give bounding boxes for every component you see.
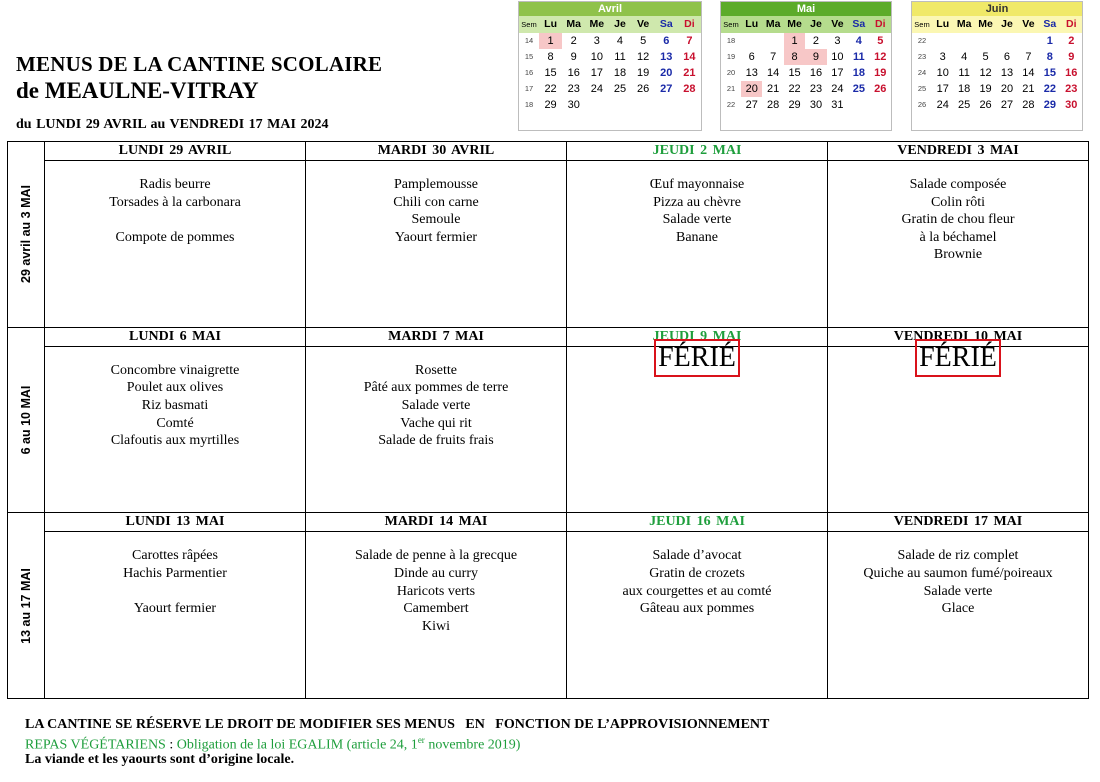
calendar-day-headers	[721, 16, 891, 33]
calendar-day: 29	[544, 99, 557, 111]
calendar-day: 20	[660, 67, 673, 79]
calendar-day-header: Je	[810, 18, 822, 30]
calendar-week-number: 22	[726, 100, 736, 109]
calendar-day: 22	[1043, 83, 1056, 95]
calendar-day: 28	[1022, 99, 1035, 111]
day-header: MARDI 14 MAI	[306, 513, 567, 532]
calendar-day: 30	[1065, 99, 1078, 111]
calendar-month-title: Mai	[721, 2, 891, 16]
dish-item: Haricots verts	[396, 583, 476, 599]
calendar-day	[975, 33, 996, 49]
calendar-day: 27	[660, 83, 673, 95]
week-label: 29 avril au 3 MAI	[19, 185, 33, 284]
calendar-week-row	[721, 65, 891, 81]
calendar-day: 12	[637, 51, 650, 63]
calendar-day: 22	[788, 83, 801, 95]
calendar-day: 21	[1022, 83, 1035, 95]
calendar-day-header: Sem	[914, 20, 930, 29]
dish-item: Dinde au curry	[394, 565, 478, 581]
calendar-day	[870, 97, 891, 113]
calendar-day-header: Sa	[659, 18, 673, 30]
dish-item: Chili con carne	[393, 194, 479, 210]
calendar-day: 7	[1025, 51, 1032, 63]
footer-vegetarian-note	[25, 735, 520, 754]
dish-item: Salade verte	[662, 212, 732, 228]
calendar-week-row	[912, 81, 1082, 97]
calendar-day-header: Je	[614, 18, 626, 30]
dishes-cell	[306, 346, 567, 513]
calendar-day: 29	[1043, 99, 1056, 111]
calendar-day: 30	[567, 99, 580, 111]
calendar-day-header: Di	[875, 18, 886, 30]
calendar-day	[996, 33, 1017, 49]
calendar-day: 21	[767, 83, 780, 95]
calendar-week-row	[912, 97, 1082, 113]
dishes-cell	[306, 161, 567, 328]
calendar-week-number: 23	[917, 52, 927, 61]
day-header: VENDREDI 3 MAI	[828, 142, 1089, 161]
calendar-day: 22	[544, 83, 557, 95]
calendar-week-row	[721, 97, 891, 113]
dish-item: à la béchamel	[919, 229, 997, 245]
ferie-cell	[828, 341, 1089, 513]
ferie-label: FÉRIÉ	[915, 339, 1001, 377]
calendar-week-row	[721, 33, 891, 49]
dish-item: Quiche au saumon fumé/poireaux	[863, 565, 1053, 581]
dish-item: Banane	[676, 229, 718, 245]
calendar-day: 20	[741, 81, 762, 97]
calendar-day: 15	[1043, 67, 1056, 79]
calendar-day: 14	[683, 51, 696, 63]
dish-item: Glace	[941, 601, 975, 617]
day-header: JEUDI 2 MAI	[567, 142, 828, 161]
calendar-day: 14	[1022, 67, 1035, 79]
calendar-day	[953, 33, 974, 49]
calendar-day: 20	[1000, 83, 1014, 95]
calendar-day	[848, 97, 869, 113]
week-dishes-row	[8, 161, 1089, 328]
week-label: 6 au 10 MAI	[19, 385, 33, 455]
calendar-day: 6	[663, 35, 670, 47]
calendar-day: 24	[831, 83, 844, 95]
calendar-day-header: Lu	[745, 18, 759, 30]
calendar-day: 9	[1068, 51, 1075, 63]
calendar-day: 25	[958, 99, 971, 111]
week-label-cell	[8, 327, 45, 513]
dishes-cell	[45, 161, 306, 328]
calendar-day: 6	[1003, 51, 1011, 63]
calendar-day	[1018, 33, 1039, 49]
calendar-day-header: Je	[1001, 18, 1013, 30]
calendar-week-number: 22	[917, 36, 927, 45]
calendar-day: 24	[590, 83, 603, 95]
dish-item: Gratin de crozets	[649, 565, 745, 581]
dish-item	[45, 211, 305, 229]
calendar-week-row	[721, 49, 891, 65]
calendar-day: 17	[590, 67, 603, 79]
calendar-day: 28	[683, 83, 696, 95]
calendar-day: 28	[767, 99, 780, 111]
dish-item: Salade de riz complet	[897, 548, 1019, 564]
calendar-day: 13	[745, 67, 758, 79]
calendar-week-number: 18	[726, 36, 736, 45]
day-header: LUNDI 29 AVRIL	[45, 142, 306, 161]
dish-item: Carottes râpées	[132, 548, 218, 564]
calendar-day: 25	[613, 83, 627, 95]
calendar-day: 4	[855, 35, 862, 47]
calendar-day: 7	[770, 51, 777, 63]
page-title-line2: de MEAULNE-VITRAY	[16, 78, 259, 103]
calendar-day: 13	[660, 51, 673, 63]
calendar-day: 2	[1068, 35, 1075, 47]
calendar-day: 16	[1065, 67, 1078, 79]
dish-item: Colin rôti	[930, 194, 986, 210]
calendar-day-header: Ma	[566, 18, 581, 30]
calendar-day: 5	[640, 35, 647, 47]
dish-item: Vache qui rit	[400, 415, 472, 431]
calendar-day: 8	[547, 51, 554, 63]
dish-item: Salade verte	[923, 583, 993, 599]
week-header-row	[8, 142, 1089, 161]
calendar-week-number: 20	[726, 68, 736, 77]
dish-item: Pamplemousse	[394, 177, 478, 193]
calendar-day: 12	[874, 51, 887, 63]
calendar-day: 17	[831, 67, 844, 79]
day-header: VENDREDI 10 MAI	[828, 327, 1089, 346]
calendar-week-row	[721, 81, 891, 97]
calendar-day: 30	[809, 99, 823, 111]
calendar-week-number: 25	[917, 84, 927, 93]
footer-disclaimer: LA CANTINE SE RÉSERVE LE DROIT DE MODIFIER SES MENUS EN FONCTION DE L’APPROVISIONNEMENT	[25, 717, 770, 732]
dish-item: Salade d’avocat	[652, 548, 742, 564]
dish-item: Gâteau aux pommes	[639, 601, 755, 617]
calendar-day: 16	[809, 67, 823, 79]
calendar-week-row	[519, 49, 701, 65]
calendar-week-row	[519, 65, 701, 81]
calendar-day	[632, 97, 655, 113]
dish-item: Compote de pommes	[115, 229, 235, 245]
dishes-cell	[567, 161, 828, 328]
calendar-day: 26	[874, 83, 887, 95]
week-dishes-row	[8, 346, 1089, 513]
calendar-week-row	[519, 97, 701, 113]
menu-table	[7, 141, 1089, 699]
calendar-week-row	[912, 49, 1082, 65]
calendar-day-header: Ve	[1022, 18, 1035, 30]
dish-item: Salade composée	[909, 177, 1007, 193]
calendar-week-row	[912, 65, 1082, 81]
calendar-day-header: Di	[684, 18, 695, 30]
calendar-avril	[518, 1, 702, 131]
calendar-day	[678, 97, 701, 113]
calendar-day: 15	[544, 67, 557, 79]
calendar-day: 24	[936, 99, 949, 111]
calendar-day: 19	[874, 67, 887, 79]
calendar-day: 4	[961, 51, 968, 63]
day-header: VENDREDI 17 MAI	[828, 513, 1089, 532]
week-label: 13 au 17 MAI	[19, 567, 33, 644]
calendar-day: 25	[852, 83, 865, 95]
calendar-day: 11	[853, 51, 865, 63]
dish-item: Yaourt fermier	[133, 601, 217, 617]
calendar-day-header: Ma	[956, 18, 972, 30]
calendar-body	[912, 33, 1082, 130]
calendar-juin	[911, 1, 1083, 131]
dish-item: aux courgettes et au comté	[622, 583, 772, 599]
calendar-day: 12	[979, 67, 992, 79]
dishes-cell	[567, 532, 828, 699]
dish-item: Salade verte	[401, 397, 471, 413]
calendar-day: 9	[805, 49, 826, 65]
menu-period: du LUNDI 29 AVRIL au VENDREDI 17 MAI 2024	[16, 117, 329, 132]
calendar-week-number: 19	[726, 52, 736, 61]
calendar-week-number: 16	[524, 68, 534, 77]
calendar-day: 18	[613, 67, 627, 79]
dish-item	[45, 583, 305, 601]
dish-item: Salade de penne à la grecque	[354, 548, 518, 564]
calendar-day: 26	[637, 83, 650, 95]
calendar-day-header: Lu	[544, 18, 557, 30]
dish-item: Kiwi	[422, 618, 450, 634]
calendar-day-header: Ve	[637, 18, 650, 30]
calendar-day: 31	[831, 99, 844, 111]
week-header-row	[8, 513, 1089, 532]
dish-item: Yaourt fermier	[394, 229, 478, 245]
dish-item: Riz basmati	[141, 397, 209, 413]
calendar-day: 15	[788, 67, 801, 79]
dish-item: Rosette	[415, 362, 457, 378]
calendar-day: 23	[809, 83, 823, 95]
calendar-day: 4	[616, 35, 624, 47]
calendar-day: 23	[567, 83, 580, 95]
calendar-day: 18	[852, 67, 865, 79]
calendar-day: 27	[1000, 99, 1014, 111]
calendar-day: 10	[590, 51, 603, 63]
calendar-week-number: 24	[917, 68, 927, 77]
calendar-day-header: Sem	[723, 20, 739, 29]
calendar-day-header: Sem	[521, 20, 537, 29]
calendar-day: 29	[788, 99, 801, 111]
calendar-day: 21	[683, 67, 696, 79]
calendar-week-number: 26	[917, 100, 927, 109]
footer-separator: :	[165, 737, 177, 753]
calendar-day-header: Lu	[936, 18, 950, 30]
dish-item: Radis beurre	[139, 177, 211, 193]
calendar-day: 10	[831, 51, 844, 63]
dish-item: Pizza au chèvre	[653, 194, 741, 210]
calendar-day: 10	[936, 67, 949, 79]
calendar-day: 11	[614, 51, 626, 63]
calendar-week-row	[912, 33, 1082, 49]
dish-item: Gratin de chou fleur	[901, 212, 1015, 228]
dish-item: Torsades à la carbonara	[109, 194, 241, 210]
calendar-day: 8	[1046, 51, 1053, 63]
calendar-day: 14	[767, 67, 780, 79]
ferie-cell	[567, 341, 828, 513]
dish-item: Hachis Parmentier	[123, 565, 227, 581]
footer-origin-note: La viande et les yaourts sont d’origine locale.	[25, 752, 295, 767]
calendar-day: 5	[982, 51, 989, 63]
calendar-day: 3	[593, 35, 600, 47]
calendar-day-headers	[519, 16, 701, 33]
calendar-day-header: Me	[978, 18, 993, 30]
dishes-cell	[828, 161, 1089, 328]
dish-item: Salade de fruits frais	[378, 433, 494, 449]
calendar-day-headers	[912, 16, 1082, 33]
dishes-cell	[45, 532, 306, 699]
calendar-day: 13	[1000, 67, 1014, 79]
footer-law-date: novembre 2019)	[424, 737, 521, 753]
ferie-label: FÉRIÉ	[654, 339, 740, 377]
calendar-month-title: Juin	[912, 2, 1082, 16]
dish-item: Camembert	[403, 601, 469, 617]
footer-vegetarian-label: REPAS VÉGÉTARIENS	[25, 737, 166, 753]
calendar-week-number: 14	[524, 36, 534, 45]
footer-law-text: Obligation de la loi EGALIM (article 24, 1	[176, 737, 418, 753]
day-header: LUNDI 6 MAI	[45, 327, 306, 346]
calendar-day: 26	[979, 99, 992, 111]
calendar-day: 1	[784, 33, 805, 49]
dishes-cell	[45, 346, 306, 513]
calendar-day	[608, 97, 631, 113]
calendar-week-row	[519, 33, 701, 49]
dish-item: Concombre vinaigrette	[110, 362, 240, 378]
calendar-day: 18	[958, 83, 971, 95]
calendar-day-header: Ma	[765, 18, 781, 30]
calendar-body	[519, 33, 701, 130]
calendar-day: 8	[784, 49, 805, 65]
calendar-day-header: Di	[1066, 18, 1077, 30]
calendar-week-row	[519, 81, 701, 97]
dish-item: Poulet aux olives	[126, 380, 224, 396]
calendar-week-number: 15	[524, 52, 534, 61]
day-header: JEUDI 9 MAI	[567, 327, 828, 346]
calendar-day: 2	[570, 35, 577, 47]
dish-item: Œuf mayonnaise	[649, 177, 745, 193]
day-header: MARDI 30 AVRIL	[306, 142, 567, 161]
week-label-cell	[8, 513, 45, 699]
calendar-day: 19	[637, 67, 650, 79]
calendar-day	[585, 97, 608, 113]
calendar-day-header: Me	[787, 18, 802, 30]
calendar-day: 5	[877, 35, 884, 47]
calendar-day	[932, 33, 953, 49]
calendar-day: 3	[939, 51, 946, 63]
page-title-line1: MENUS DE LA CANTINE SCOLAIRE	[16, 52, 383, 76]
calendar-day-header: Sa	[852, 18, 866, 30]
week-dishes-row	[8, 532, 1089, 699]
calendar-day-header: Ve	[831, 18, 844, 30]
week-label-cell	[8, 142, 45, 328]
calendar-week-number: 21	[726, 84, 736, 93]
calendar-day: 19	[979, 83, 992, 95]
calendar-day	[762, 33, 783, 49]
dish-item: Clafoutis aux myrtilles	[110, 433, 240, 449]
calendar-day: 17	[936, 83, 949, 95]
calendar-day-header: Me	[589, 18, 605, 30]
calendar-week-number: 17	[524, 84, 534, 93]
dish-item: Brownie	[933, 247, 983, 263]
calendar-day: 2	[812, 35, 820, 47]
calendar-day: 27	[745, 99, 758, 111]
dishes-cell	[828, 532, 1089, 699]
calendar-day: 16	[567, 67, 580, 79]
calendar-day: 1	[539, 33, 562, 49]
calendar-day: 11	[958, 67, 970, 79]
day-header: LUNDI 13 MAI	[45, 513, 306, 532]
calendar-day	[741, 33, 762, 49]
calendar-day-header: Sa	[1043, 18, 1057, 30]
calendar-body	[721, 33, 891, 130]
dish-item: Semoule	[411, 212, 461, 228]
calendar-day: 3	[834, 35, 841, 47]
day-header: MARDI 7 MAI	[306, 327, 567, 346]
dish-item: Comté	[156, 415, 194, 431]
calendar-mai	[720, 1, 892, 131]
calendar-day	[655, 97, 678, 113]
calendar-week-number: 18	[524, 100, 534, 109]
dish-item: Pâté aux pommes de terre	[363, 380, 509, 396]
calendar-day: 7	[686, 35, 693, 47]
day-header: JEUDI 16 MAI	[567, 513, 828, 532]
calendar-month-title: Avril	[519, 2, 701, 16]
calendar-day: 9	[570, 51, 577, 63]
dishes-cell	[306, 532, 567, 699]
calendar-day: 6	[748, 51, 755, 63]
footer-law-sup: er	[417, 735, 425, 745]
calendar-day: 1	[1046, 35, 1053, 47]
calendar-day: 23	[1065, 83, 1078, 95]
